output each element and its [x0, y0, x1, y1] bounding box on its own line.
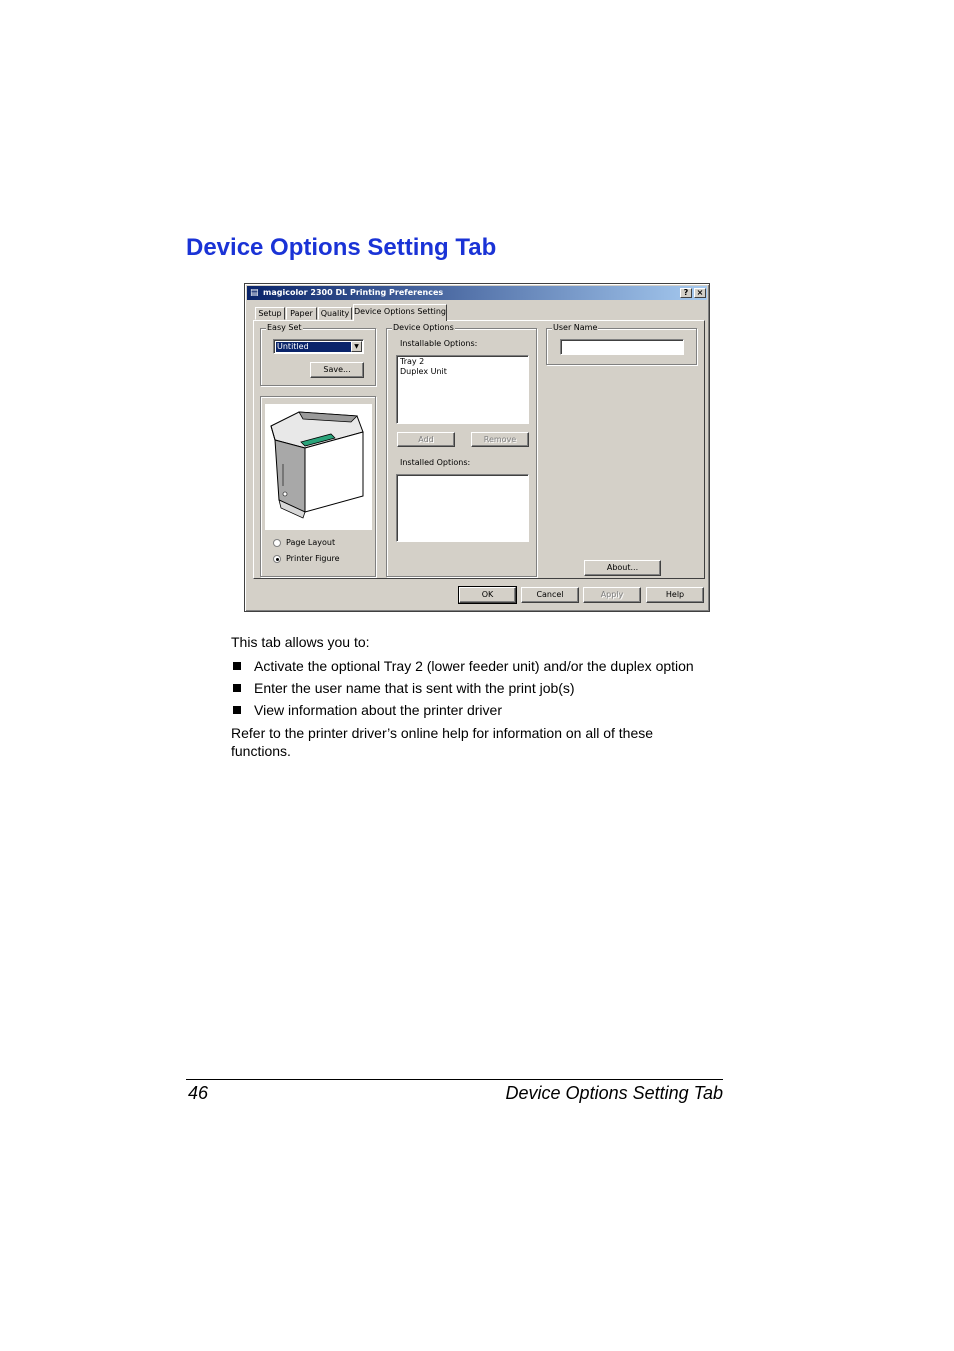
- tab-setup[interactable]: Setup: [255, 307, 285, 320]
- printer-figure-image: [265, 404, 372, 530]
- about-button[interactable]: About...: [584, 560, 661, 576]
- tab-panel: [253, 320, 705, 579]
- tab-device-options-setting[interactable]: Device Options Setting: [353, 304, 447, 321]
- bullet-square-icon: [233, 706, 241, 714]
- installable-item-duplex-unit[interactable]: Duplex Unit: [400, 367, 447, 376]
- page-layout-radio-button[interactable]: [273, 539, 281, 547]
- apply-button[interactable]: Apply: [583, 587, 641, 603]
- installable-item-tray-2[interactable]: Tray 2: [400, 357, 425, 366]
- add-button[interactable]: Add: [397, 432, 455, 447]
- easy-set-combo[interactable]: [273, 339, 364, 354]
- footer-rule: [186, 1079, 723, 1080]
- user-name-label: User Name: [553, 323, 598, 332]
- bullet-square-icon: [233, 684, 241, 692]
- bullet-square-icon: [233, 662, 241, 670]
- bullet-text: Enter the user name that is sent with the print job(s): [254, 680, 575, 696]
- easy-set-group: [260, 323, 376, 386]
- tab-quality[interactable]: Quality: [318, 307, 352, 320]
- user-name-group: [546, 323, 697, 365]
- remove-button[interactable]: Remove: [471, 432, 529, 447]
- titlebar-help-button[interactable]: ?: [680, 288, 692, 298]
- dialog-title: magicolor 2300 DL Printing Preferences: [263, 288, 444, 297]
- cancel-button[interactable]: Cancel: [521, 587, 579, 603]
- page-heading: Device Options Setting Tab: [186, 234, 497, 261]
- tab-paper[interactable]: Paper: [286, 307, 317, 320]
- outro-text: Refer to the printer driver’s online help for information on all of these functions.: [231, 725, 654, 759]
- bullet-text: View information about the printer driver: [254, 702, 502, 718]
- save-button[interactable]: Save...: [310, 362, 364, 378]
- intro-text: This tab allows you to:: [231, 634, 370, 650]
- printer-figure-label: Printer Figure: [286, 554, 340, 563]
- chevron-down-icon[interactable]: ▼: [351, 341, 362, 352]
- titlebar-close-button[interactable]: ×: [694, 288, 706, 298]
- bullet-text: Activate the optional Tray 2 (lower feeder unit) and/or the duplex option: [254, 658, 694, 674]
- installable-options-list[interactable]: [396, 355, 529, 424]
- help-button[interactable]: Help: [646, 587, 704, 603]
- printer-view-group: [260, 396, 376, 577]
- printer-illustration: [265, 404, 372, 530]
- installed-options-list[interactable]: [396, 474, 529, 542]
- printer-app-icon: ▤: [250, 288, 259, 298]
- ok-button[interactable]: OK: [459, 587, 516, 603]
- page-layout-label: Page Layout: [286, 538, 336, 547]
- printing-preferences-dialog: [244, 283, 710, 612]
- footer-page-number: 46: [188, 1083, 209, 1103]
- installable-options-label: Installable Options:: [400, 339, 478, 348]
- printer-figure-radio-button[interactable]: [273, 555, 281, 563]
- dialog-titlebar: [247, 286, 707, 300]
- easy-set-selected: Untitled: [276, 342, 351, 352]
- easy-set-label: Easy Set: [267, 323, 302, 332]
- device-options-group: [386, 323, 537, 577]
- installed-options-label: Installed Options:: [400, 458, 471, 467]
- device-options-label: Device Options: [393, 323, 454, 332]
- user-name-input[interactable]: [560, 339, 684, 355]
- footer-title: Device Options Setting Tab: [505, 1083, 723, 1103]
